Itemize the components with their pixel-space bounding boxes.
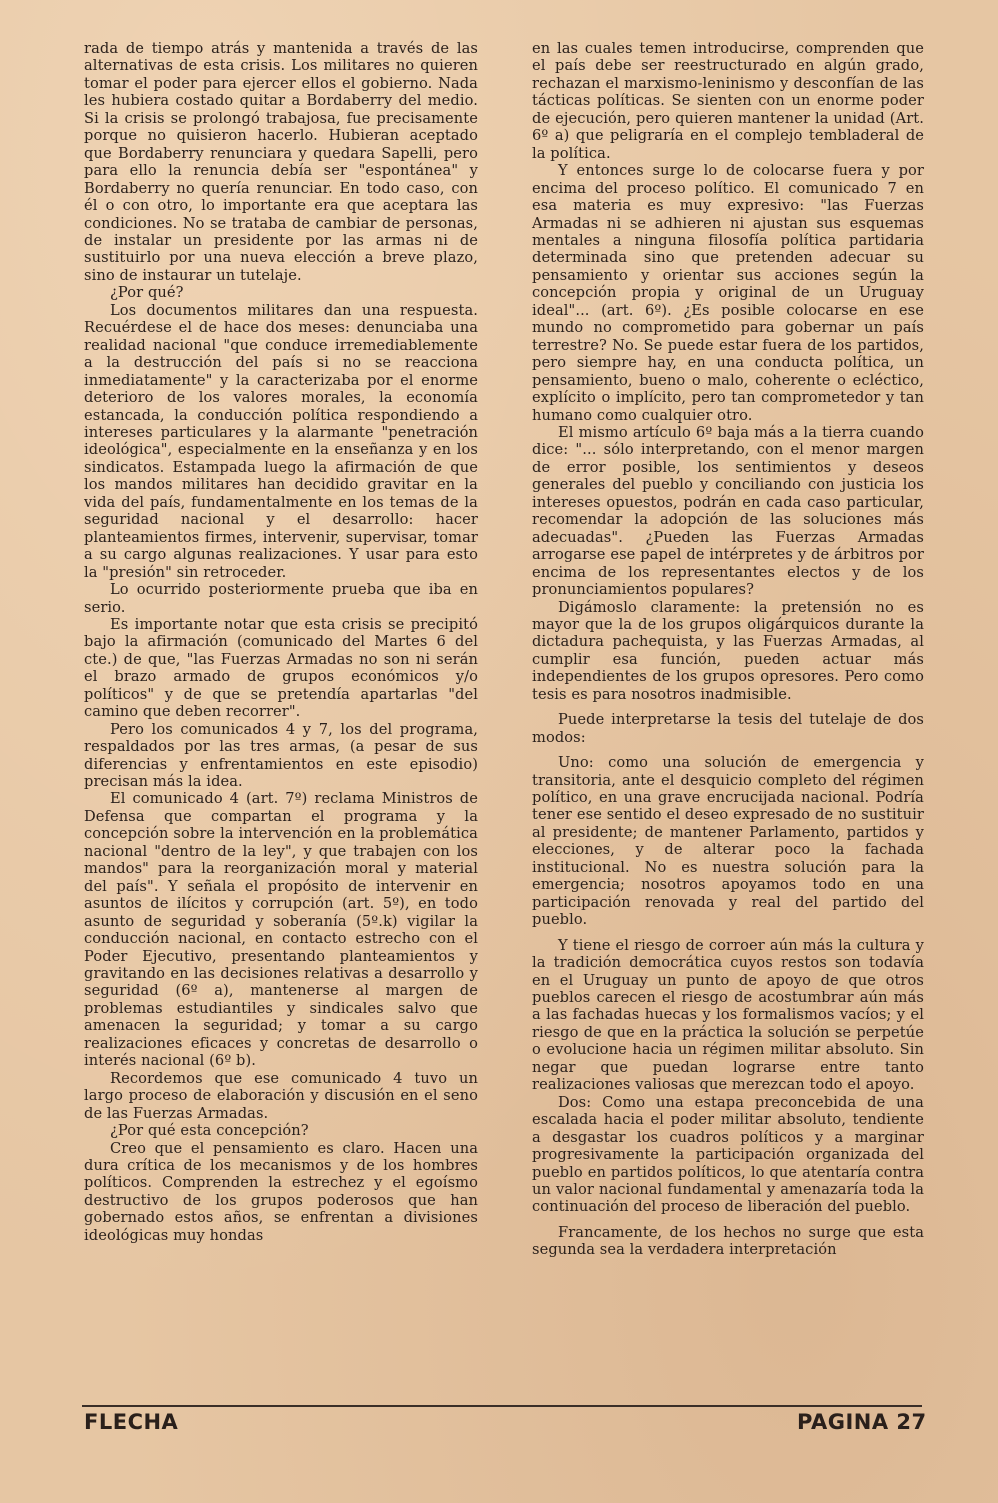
paragraph: Y entonces surge lo de colocarse fuera y por encima del proceso político. El comunicado 7 en esa materia es muy expresivo: "las Fuerzas Armadas ni se adhieren ni ajustan sus esquemas mentales a ninguna filosofía política partidaria determinada sino que pretenden adecuar su pensamiento y orientar sus acciones según la concepción propia y original de un Uruguay ideal"... (art. 6º). ¿Es posible colocarse en ese mundo no comprometido para gobernar un país terrestre? No. Se puede estar fuera de los partidos, pero siempre hay, en una conducta política, un pensamiento, bueno o malo, coherente o ecléctico, explícito o implícito, pero tan comprometedor y tan humano como cualquier otro. — [532, 162, 924, 424]
question-line: ¿Por qué esta concepción? — [110, 1122, 309, 1140]
paragraph: Puede interpretarse la tesis del tutelaje de dos modos: — [532, 711, 924, 746]
paragraph: Es importante notar que esta crisis se precipitó bajo la afirmación (comunicado del Martes 6 del cte.) de que, "las Fuerzas Armadas no son ni serán el brazo armado de grupos económicos y/o políticos" y de que se pretendía apartarlas "del camino que deben recorrer". — [84, 615, 478, 721]
left-column — [84, 40, 478, 1244]
paragraph: Y tiene el riesgo de corroer aún más la cultura y la tradición democrática cuyos restos son todavía en el Uruguay un punto de apoyo de que otros pueblos carecen el riesgo de acostumbrar aún más a las fachadas huecas y los formalismos vacíos; y el riesgo de que en la práctica la solución se perpetúe o evolucione hacia un régimen militar absoluto. Sin negar que puedan lograrse entre tanto realizaciones valiosas que merezcan todo el apoyo. — [532, 936, 924, 1094]
right-column — [532, 40, 924, 1259]
paragraph: El mismo artículo 6º baja más a la tierra cuando dice: "... sólo interpretando, con el menor margen de error posible, los sentimientos y deseos generales del pueblo y conciliando con justicia los intereses opuestos, podrán en cada caso particular, recomendar la adopción de las soluciones más adecuadas". ¿Pueden las Fuerzas Armadas arrogarse ese papel de intérpretes y de árbitros por encima de los representantes electos y de los pronunciamientos populares? — [532, 423, 924, 599]
footer-rule — [82, 1405, 922, 1407]
paragraph: Los documentos militares dan una respuesta. Recuérdese el de hace dos meses: denunciaba una realidad nacional "que conduce irremediablemente a la destrucción del país si no se reacciona inmediatamente" y la caracterizaba por el enorme deterioro de los valores morales, la economía estancada, la conducción política respondiendo a intereses particulares y la alarmante "penetración ideológica", especialmente en la enseñanza y en los sindicatos. Estampada luego la afirmación de que los mandos militares han decidido gravitar en la vida del país, fundamentalmente en los temas de la seguridad nacional y el desarrollo: hacer planteamientos firmes, intervenir, supervisar, tomar a su cargo algunas realizaciones. Y usar para esto la "presión" sin retroceder. — [84, 301, 478, 581]
page-number: PAGINA 27 — [797, 1410, 927, 1434]
paragraph: Pero los comunicados 4 y 7, los del programa, respaldados por las tres armas, (a pesar de sus diferencias y enfrentamientos en este episodio) precisan más la idea. — [84, 720, 478, 791]
question-line: ¿Por qué? — [110, 284, 184, 302]
paragraph: Digámoslo claramente: la pretensión no es mayor que la de los grupos oligárquicos durante la dictadura pachequista, y las Fuerzas Armadas, al cumplir esa función, pueden actuar más independientes de los grupos opresores. Pero como tesis es para nosotros inadmisible. — [532, 598, 924, 703]
paragraph: Dos: Como una estapa preconcebida de una escalada hacia el poder militar absoluto, tendiente a desgastar los cuadros políticos y a marginar progresivamente la participación organizada del pueblo en partidos políticos, lo que atentaría contra un valor nacional fundamental y amenazaría toda la continuación del proceso de liberación del pueblo. — [532, 1093, 924, 1216]
paragraph: Francamente, de los hechos no surge que esta segunda sea la verdadera interpretación — [532, 1223, 924, 1259]
paragraph: Creo que el pensamiento es claro. Hacen una dura crítica de los mecanismos y de los hombres políticos. Comprenden la estrechez y el egoísmo destructivo de los grupos poderosos que han gobernado estos años, se enfrentan a divisiones ideológicas muy hondas — [84, 1139, 478, 1244]
publication-name: FLECHA — [84, 1410, 179, 1434]
paragraph: Uno: como una solución de emergencia y transitoria, ante el desquicio completo del régimen político, en una grave encrucijada nacional. Podría tener ese sentido el deseo expresado de no sustituir al presidente; de mantener Parlamento, partidos y elecciones, y de alterar poco la fachada institucional. No es nuestra solución para la emergencia; nosotros apoyamos todo en una participación renovada y real del partido del pueblo. — [532, 754, 924, 929]
paragraph: en las cuales temen introducirse, comprenden que el país debe ser reestructurado en algún grado, rechazan el marxismo-leninismo y desconfían de las tácticas políticas. Se sienten con un enorme poder de ejecución, pero quieren mantener la unidad (Art. 6º a) que peligraría en el complejo tembladeral de la política. — [532, 40, 924, 162]
paragraph: Recordemos que ese comunicado 4 tuvo un largo proceso de elaboración y discusión en el seno de las Fuerzas Armadas. — [84, 1069, 478, 1122]
paragraph: Lo ocurrido posteriormente prueba que iba en serio. — [84, 581, 478, 616]
paragraph: rada de tiempo atrás y mantenida a través de las alternativas de esta crisis. Los militares no quieren tomar el poder para ejercer ellos el gobierno. Nada les hubiera costado quitar a Bordaberry del medio. Si la crisis se prolongó trabajosa, fue precisamente porque no quisieron hacerlo. Hubieran aceptado que Bordaberry renunciara y quedara Sapelli, pero para ello la renuncia debía ser "espontánea" y Bordaberry no quería renunciar. En todo caso, con él o con otro, lo importante era que aceptara las condiciones. No se trataba de cambiar de personas, de instalar un presidente por las armas ni de sustituirlo por una nueva elección a breve plazo, sino de instaurar un tutelaje. — [84, 40, 478, 284]
paragraph: El comunicado 4 (art. 7º) reclama Ministros de Defensa que compartan el programa y la concepción sobre la intervención en la problemática nacional "dentro de la ley", y que trabajen con los mandos" para la reorganización moral y material del país". Y señala el propósito de intervenir en asuntos de ilícitos y corrupción (art. 5º), en todo asunto de seguridad y soberanía (5º.k) vigilar la conducción nacional, en contacto estrecho con el Poder Ejecutivo, presentando planteamientos y gravitando en las decisiones relativas a desarrollo y seguridad (6º a), mantenerse al margen de problemas estudiantiles y sindicales salvo que amenacen la seguridad; y tomar a su cargo realizaciones eficaces y concretas de desarrollo o interés nacional (6º b). — [84, 790, 478, 1070]
